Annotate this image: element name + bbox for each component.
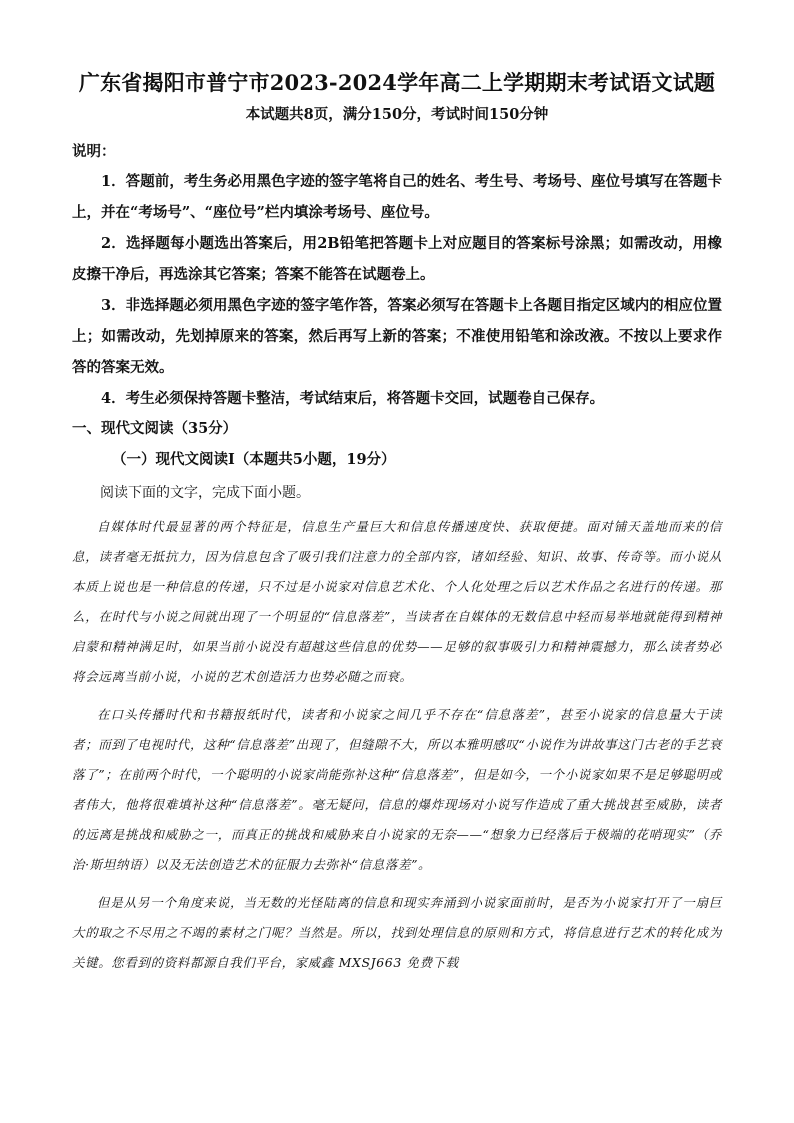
instruction-item: 3．非选择题必须用黑色字迹的签字笔作答，答案必须写在答题卡上各题目指定区域内的相应位置上；如需改动，先划掉原来的答案，然后再写上新的答案；不准使用铅笔和涂改液。不按以上要求作答的答案无效。	[72, 297, 722, 376]
exam-subtitle: 本试题共8页，满分150分，考试时间150分钟	[245, 106, 549, 123]
passage-paragraph: 在口头传播时代和书籍报纸时代，读者和小说家之间几乎不存在“信息落差”，甚至小说家的信息量大于读者；而到了电视时代，这种“信息落差”出现了，但缝隙不大，所以本雅明感叹“小说作为讲故事这门古老的手艺衰落了”；在前两个时代，一个聪明的小说家尚能弥补这种“信息落差”，但是如今，一个小说家如果不是足够聪明或者伟大，他将很难填补这种“信息落差”。毫无疑问，信息的爆炸现场对小说写作造成了重大挑战甚至威胁，读者的远离是挑战和威胁之一，而真正的挑战和威胁来自小说家的无奈——“想象力已经落后于极端的花哨现实”（乔治·斯坦纳语）以及无法创造艺术的征服力去弥补“信息落差”。	[72, 707, 722, 872]
instruction-item: 1．答题前，考生务必用黑色字迹的签字笔将自己的姓名、考生号、考场号、座位号填写在答题卡上，并在“考场号”、“座位号”栏内填涂考场号、座位号。	[72, 173, 722, 221]
instruction-item: 2．选择题每小题选出答案后，用2B铅笔把答题卡上对应题目的答案标号涂黑；如需改动，用橡皮擦干净后，再选涂其它答案；答案不能答在试题卷上。	[72, 235, 722, 283]
exam-title: 广东省揭阳市普宁市2023-2024学年高二上学期期末考试语文试题	[78, 70, 716, 95]
reading-lead: 阅读下面的文字，完成下面小题。	[100, 485, 310, 501]
instructions-label: 说明：	[72, 143, 116, 160]
section-heading: 一、现代文阅读（35分）	[72, 420, 238, 437]
subsection-heading: （一）现代文阅读Ⅰ（本题共5小题，19分）	[112, 451, 396, 468]
passage-paragraph: 但是从另一个角度来说，当无数的光怪陆离的信息和现实奔涌到小说家面前时，是否为小说家打开了一扇巨大的取之不尽用之不竭的素材之门呢？当然是。所以，找到处理信息的原则和方式，将信息进行艺术的转化成为关键。您看到的资料都源自我们平台，家威鑫 MXSJ663 免费下载	[72, 895, 722, 970]
passage-paragraph: 自媒体时代最显著的两个特征是，信息生产量巨大和信息传播速度快、获取便捷。面对铺天盖地而来的信息，读者毫无抵抗力，因为信息包含了吸引我们注意力的全部内容，诸如经验、知识、故事、传奇等。而小说从本质上说也是一种信息的传递，只不过是小说家对信息艺术化、个人化处理之后以艺术作品之名进行的传递。那么，在时代与小说之间就出现了一个明显的“信息落差”，当读者在自媒体的无数信息中轻而易举地就能得到精神启蒙和精神满足时，如果当前小说没有超越这些信息的优势——足够的叙事吸引力和精神震撼力，那么读者势必将会远离当前小说，小说的艺术创造活力也势必随之而衰。	[72, 519, 722, 684]
instruction-item: 4．考生必须保持答题卡整洁，考试结束后，将答题卡交回，试题卷自己保存。	[101, 390, 605, 407]
